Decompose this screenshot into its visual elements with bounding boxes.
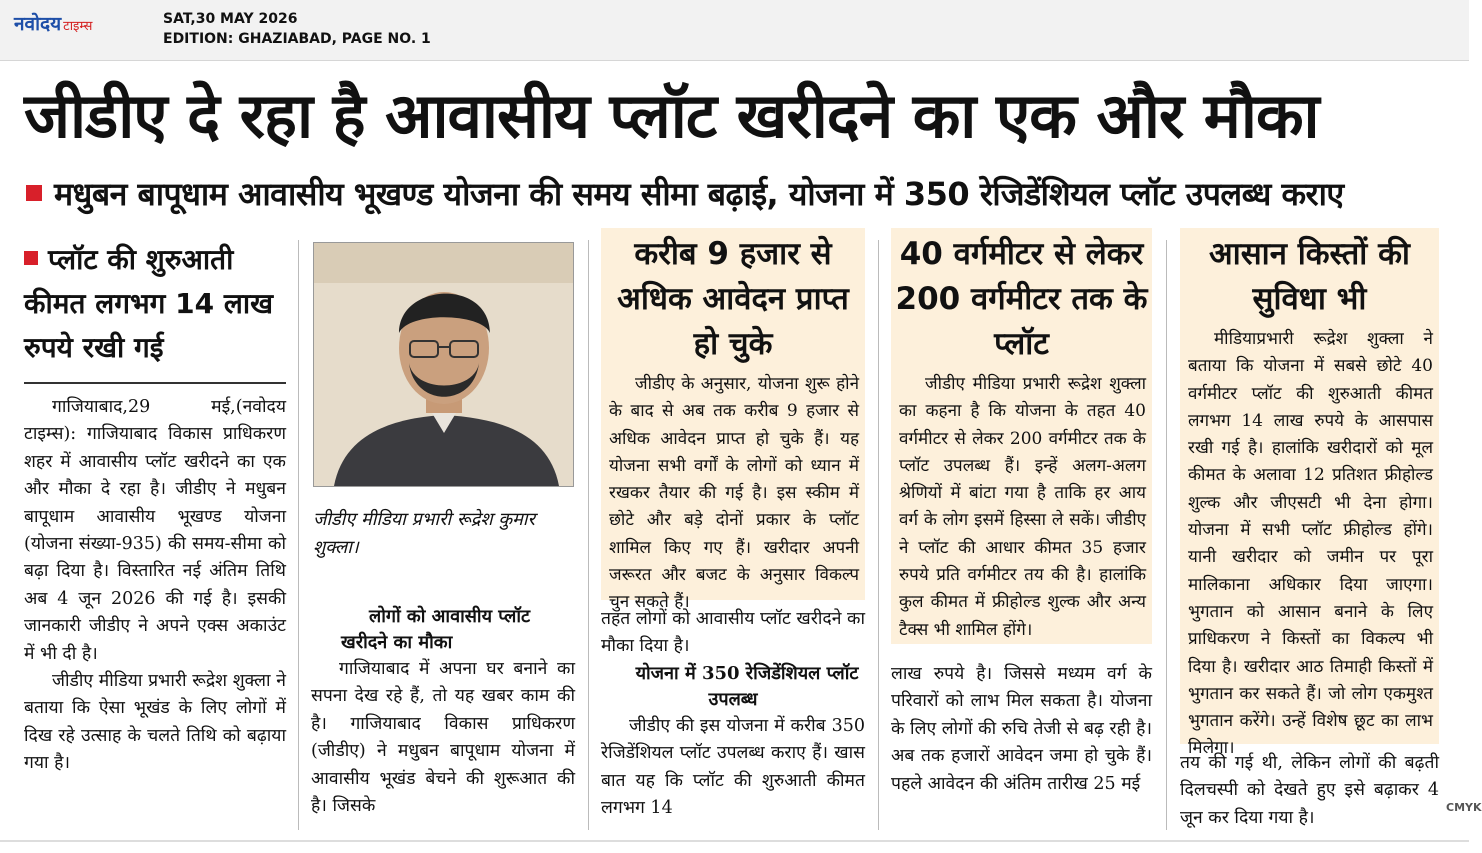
logo-sub-text: टाइम्स [63, 19, 93, 34]
box-headline: आसान किस्तों की सुविधा भी [1209, 236, 1410, 317]
column-1 [24, 238, 286, 778]
newspaper-logo[interactable] [14, 10, 92, 36]
page-bottom-rule [0, 840, 1469, 842]
column-5-body [1180, 750, 1439, 832]
divider [24, 382, 286, 384]
highlight-box-applications [601, 228, 865, 613]
portrait-photo [313, 242, 574, 487]
column-2-body [311, 604, 575, 820]
portrait-illustration-icon [314, 243, 573, 486]
column-4-body [891, 661, 1152, 798]
article-headline: जीडीए दे रहा है आवासीय प्लॉट खरीदने का एक और मौका [24, 79, 1319, 152]
side-headline-text: प्लॉट की शुरुआती कीमत लगभग 14 लाख रुपये रखी गई [24, 243, 274, 364]
side-headline [24, 238, 286, 370]
paragraph: जीडीए मीडिया प्रभारी रूद्रेश शुक्ला का कहना है कि योजना के तहत 40 वर्गमीटर से लेकर 200 वर्गमीटर तक के प्लॉट उपलब्ध हैं। इन्हें अलग-अलग श्रेणियों में बांटा गया है ताकि हर आय वर्ग के लोग इसमें हिस्सा ले सकें। जीडीए ने प्लॉट की आधार कीमत 35 हजार रुपये प्रति वर्गमीटर तय की है। हालांकि कुल कीमत में फ्रीहोल्ड शुल्क और अन्य टैक्स भी शामिल होंगे। [899, 374, 1146, 640]
paragraph: गाजियाबाद में अपना घर बनाने का सपना देख रहे हैं, तो यह खबर काम की है। गाजियाबाद विकास प्राधिकरण (जीडीए) ने मधुबन बापूधाम योजना में आवासीय भूखंड बेचने की शुरूआत की है। जिसके [311, 659, 575, 817]
column-1-body [24, 394, 286, 778]
paragraph: लाख रुपये है। जिससे मध्यम वर्ग के परिवारों को लाभ मिल सकता है। योजना के लिए लोगों की रुचि तेजी से बढ़ रही है। अब तक हजारों आवेदन जमा हो चुके हैं। पहले आवेदन की अंतिम तारीख 25 मई [891, 664, 1152, 794]
bullet-square-icon [26, 185, 42, 201]
issue-date: SAT,30 MAY 2026 [163, 11, 298, 27]
masthead-bar [0, 0, 1469, 61]
box-body [601, 367, 865, 617]
photo-caption: जीडीए मीडिया प्रभारी रूद्रेश कुमार शुक्ला। [313, 509, 535, 558]
highlight-box-installments [1180, 228, 1439, 759]
subheadline-text: मधुबन बापूधाम आवासीय भूखण्ड योजना की समय सीमा बढ़ाई, योजना में 350 रेजिडेंशियल प्लॉट उपलब्ध कराए [54, 175, 1344, 213]
paragraph: जीडीए की इस योजना में करीब 350 रेजिडेंशियल प्लॉट उपलब्ध कराए हैं। खास बात यह कि प्लॉट की शुरुआती कीमत लगभग 14 [601, 715, 865, 819]
box-body [891, 367, 1152, 644]
paragraph: मीडियाप्रभारी रूद्रेश शुक्ला ने बताया कि योजना में सबसे छोटे 40 वर्गमीटर प्लॉट की शुरुआती कीमत लगभग 14 लाख रुपये के आसपास रखी गई है। हालांकि खरीदारों को मूल कीमत के अलावा 12 प्रतिशत फ्रीहोल्ड शुल्क और जीएसटी भी देना होगा। योजना में सभी प्लॉट फ्रीहोल्ड होंगे। यानी खरीदार को जमीन पर पूरा मालिकाना अधिकार दिया जाएगा। भुगतान को आसान बनाने के लिए प्राधिकरण ने किस्तों का विकल्प भी दिया है। खरीदार आठ तिमाही किस्तों में भुगतान कर सकते हैं। जो लोग एकमुश्त भुगतान करेंगे। उन्हें विशेष छूट का लाभ मिलेगा। [1188, 329, 1433, 759]
edition-info [163, 9, 431, 49]
paragraph: जीडीए के अनुसार, योजना शुरू होने के बाद से अब तक करीब 9 हजार से अधिक आवेदन प्राप्त हो चुके हैं। यह योजना सभी वर्गों के लोगों को ध्यान में रखकर तैयार की गई है। इस स्कीम में छोटे और बड़े दोनों प्रकार के प्लॉट शामिल किए गए हैं। खरीदार अपनी जरूरत और बजट के अनुसार विकल्प चुन सकते हैं। [609, 374, 859, 613]
print-color-mark: CMYK [1446, 801, 1482, 814]
column-divider [878, 240, 879, 830]
logo-main-text: नवोदय [14, 13, 62, 35]
paragraph: जीडीए मीडिया प्रभारी रूद्रेश शुक्ला ने बताया कि ऐसा भूखंड के लिए लोगों में दिख रहे उत्साह के चलते तिथि को बढ़ाया गया है। [24, 671, 286, 774]
highlight-box-plot-sizes [891, 228, 1152, 644]
column-divider [1166, 240, 1167, 830]
column-3-subhead: योजना में 350 रेजिडेंशियल प्लॉट उपलब्ध [635, 662, 859, 710]
article-subheadline [26, 172, 1446, 216]
paragraph: गाजियाबाद,29 मई,(नवोदय टाइम्स): गाजियाबाद विकास प्राधिकरण शहर में आवासीय प्लॉट खरीदने का एक और मौका दे रहा है। जीडीए ने मधुबन बापूधाम आवासीय भूखण्ड योजना (योजना संख्या-935) की समय-सीमा को बढ़ा दिया है। विस्तारित नई अंतिम तिथि अब 4 जून 2026 की गई है। इसकी जानकारी जीडीए ने अपने एक्स अकाउंट में भी दी है। [24, 397, 286, 664]
column-2-subhead: लोगों को आवासीय प्लॉट खरीदने का मौका [341, 606, 531, 653]
column-divider [588, 240, 589, 830]
paragraph: तहत लोगों को आवासीय प्लॉट खरीदने का मौका दिया है। [601, 609, 865, 657]
column-3-body [601, 606, 865, 822]
bullet-square-icon [24, 251, 38, 265]
paragraph: तय की गई थी, लेकिन लोगों की बढ़ती दिलचस्पी को देखते हुए इसे बढ़ाकर 4 जून कर दिया गया है। [1180, 753, 1439, 828]
box-headline: करीब 9 हजार से अधिक आवेदन प्राप्त हो चुके [617, 236, 849, 362]
box-headline: 40 वर्गमीटर से लेकर 200 वर्गमीटर तक के प्लॉट [895, 236, 1148, 362]
column-divider [298, 240, 299, 830]
box-body [1180, 322, 1439, 763]
edition-page: EDITION: GHAZIABAD, PAGE NO. 1 [163, 31, 431, 47]
